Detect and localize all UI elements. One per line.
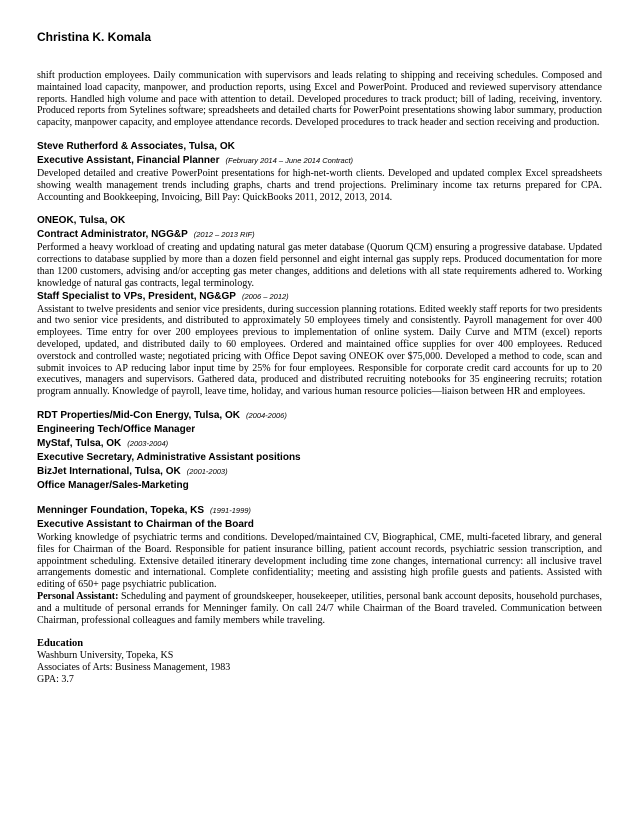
job-title: Engineering Tech/Office Manager: [37, 423, 196, 435]
company-name: BizJet International, Tulsa, OK: [37, 465, 181, 477]
personal-assistant-paragraph: [37, 591, 602, 626]
company-line: [37, 465, 602, 479]
company-line: [37, 504, 602, 518]
intro-paragraph: shift production employees. Daily communication with supervisors and leads relating to shipping and receiving schedules. Composed and maintained load capacity, manpower, and production reports, using Excel and PowerPoint. Produced and reviewed supervisory attendance reports. Handled high volume and pace with attention to detail. Developed procedures to track product; bill of lading, receiving, inventory. Produced reports from Sytelines software; spreadsheets and detailed charts for PowerPoint presentations showing labor summary, production capacity, manpower capacity, and employee attendance records. Developed procedures to track header and section receiving and production.: [37, 70, 602, 129]
job-dates: (1991-1999): [210, 505, 251, 515]
company-name: ONEOK, Tulsa, OK: [37, 215, 126, 227]
candidate-name: Christina K. Komala: [37, 30, 152, 44]
job-title-line: [37, 154, 602, 168]
education-degree: Associates of Arts: Business Management, 1983: [37, 662, 231, 674]
job-dates: (2012 – 2013 RIF): [193, 230, 255, 240]
company-line: [37, 409, 602, 423]
job-title-line: [37, 290, 602, 304]
company-name: MyStaf, Tulsa, OK: [37, 437, 122, 449]
job-title: Executive Secretary, Administrative Assistant positions: [37, 451, 301, 463]
section-menninger: [37, 504, 602, 626]
job-title: Office Manager/Sales-Marketing: [37, 479, 189, 491]
job-dates: (2001-2003): [186, 466, 228, 476]
company-line: [37, 437, 602, 451]
job-description: Developed detailed and creative PowerPoint presentations for high-net-worth clients. Developed and updated complex Excel spreadsheets showing wealth management trends including graphs, charts and trend projections. Preliminary income tax returns prepared for CPA. Accounting and Bookkeeping, Invoicing, Bill Pay: QuickBooks 2011, 2012, 2013, 2014.: [37, 167, 602, 203]
job-title-line: [37, 228, 602, 242]
job-description: Working knowledge of psychiatric terms and conditions. Developed/maintained CV, Biographical, CME, multi-faceted library, and general files for Chairman of the Board. Responsible for patient insurance billing, patient account records, psychiatric session transcription, and appointment scheduling. Extensive detailed itinerary development including time zone changes, international currency: all inclusive travel arrangements domestic and international. Complete confidentiality; meeting and assisting high profile guests and patients. Assisted with editing of 650+ page psychiatric publication.: [37, 531, 602, 591]
job-dates: (2006 – 2012): [241, 291, 289, 301]
resume-body: [37, 70, 602, 686]
company-name: Steve Rutherford & Associates, Tulsa, OK: [37, 140, 235, 152]
section-oneok: [37, 214, 602, 398]
job-title: Contract Administrator, NGG&P: [37, 229, 188, 241]
company-name: Menninger Foundation, Topeka, KS: [37, 504, 205, 516]
personal-assistant-text: Scheduling and payment of groundskeeper, housekeeper, utilities, personal bank account deposits, household purchases, and a multitude of personal errands for Menninger family. On call 24/7 while Chairman of the Board traveled. Communication between Chairman, professional colleagues and family members while traveling.: [37, 590, 602, 626]
job-dates: (2003-2004): [127, 438, 169, 448]
education-heading: Education: [37, 638, 84, 650]
section-steve-rutherford: [37, 140, 602, 203]
section-education: [37, 637, 602, 685]
job-title: Executive Assistant to Chairman of the Board: [37, 518, 254, 530]
job-description: Assistant to twelve presidents and senior vice presidents, during succession planning rotations. Edited weekly staff reports for two presidents and two senior vice presidents, and distributed to approximately 50 employees timely and consistently. Payroll management for over 400 employees. Time entry for over 200 employees previous to implementation of online system. Daily Curve and MTM (excel) reports developed, updated, and distributed daily to 60 employees. Ordered and maintained office supplies for over 400 employees. Reduced overstock and controlled waste; negotiated pricing with Office Depot saving ONEOK over $75,000. Developed a method to code, scan and submit invoices to AP reducing labor input time by 25% for four employees. Responsible for corporate credit card accounts for up to 20 executives, managers and supervisors. Gathered data, produced and distributed recruiting notebooks for 35 engineering recruits; rotation program annually. Knowledge of payroll, leave time, holiday, and various human resource policies—liaison between HR and employees.: [37, 303, 602, 398]
education-school: Washburn University, Topeka, KS: [37, 650, 174, 662]
job-description: Performed a heavy workload of creating and updating natural gas meter database (Quorum QCM) ensuring a progressive database. Updated corrections to database supplied by more than a dozen field personnel and eight internal gas supply reps. Produced documentation for more than 1200 customers, advising and/or accepting gas meter changes, additions and deletions with all state requirements adhered to. Working knowledge of natural gas contracts, legal terminology.: [37, 242, 602, 289]
company-name: RDT Properties/Mid-Con Energy, Tulsa, OK: [37, 409, 240, 421]
job-title: Executive Assistant, Financial Planner: [37, 154, 220, 166]
education-gpa: GPA: 3.7: [37, 673, 74, 685]
job-title: Staff Specialist to VPs, President, NG&GP: [37, 290, 236, 302]
job-dates: (2004-2006): [245, 410, 287, 420]
personal-assistant-label: Personal Assistant:: [37, 590, 119, 602]
section-short-roles: [37, 409, 602, 493]
job-dates: (February 2014 – June 2014 Contract): [225, 155, 354, 165]
